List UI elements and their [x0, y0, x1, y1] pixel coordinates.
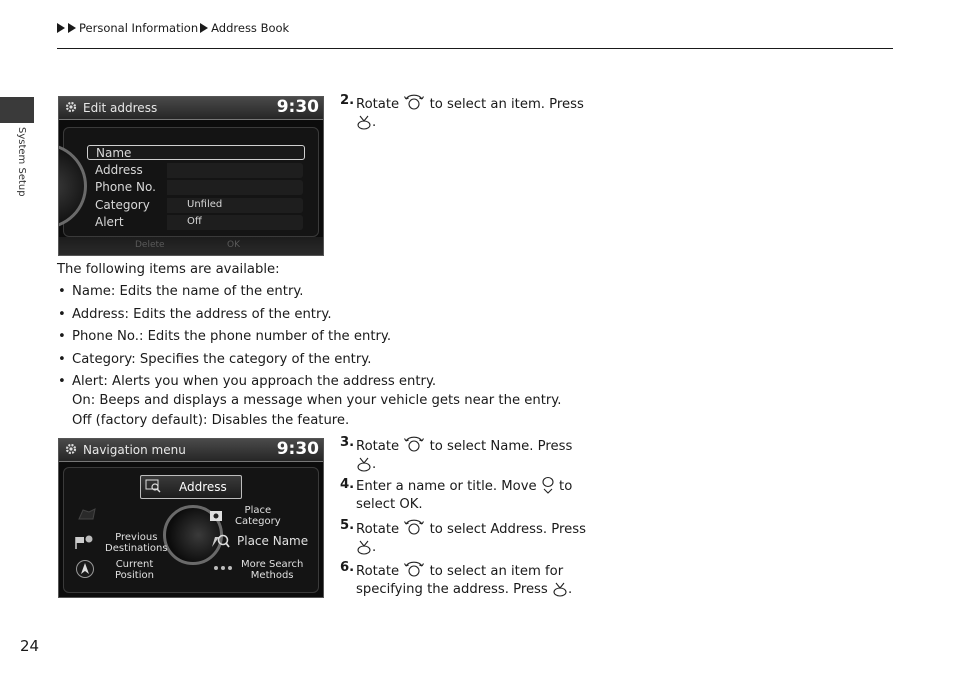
current-position-item[interactable] — [115, 559, 154, 581]
menu-item-address[interactable] — [87, 163, 303, 178]
step-text-part: . Press — [529, 439, 573, 454]
list-item-desc: (factory default): Disables the feature. — [91, 413, 350, 428]
nav-item-label: More Search Methods — [241, 559, 304, 581]
press-dial-icon — [356, 456, 372, 472]
move-dial-icon — [541, 476, 555, 494]
step-text-part: to select — [425, 439, 491, 454]
list-item — [57, 305, 561, 324]
list-item-term: Phone No. — [72, 329, 139, 344]
step-text-part: to select — [425, 522, 491, 537]
menu-item-phone[interactable] — [87, 180, 303, 195]
list-item-desc: : Edits the name of the entry. — [110, 284, 304, 299]
rotate-dial-icon — [403, 92, 425, 112]
place-category-item[interactable] — [235, 505, 281, 527]
rotate-dial-icon — [403, 517, 425, 537]
list-item-desc: : Beeps and displays a message when your vehicle gets near the entry. — [90, 393, 562, 408]
press-dial-icon — [356, 114, 372, 130]
screen-footer — [59, 237, 323, 255]
place-category-icon — [209, 509, 223, 523]
step-text-part: . — [568, 582, 573, 597]
list-item-desc: : Edits the phone number of the entry. — [138, 329, 392, 344]
menu-item-value: Unfiled — [187, 199, 223, 210]
menu-item-label: Phone No. — [95, 180, 156, 194]
alert-option-on — [72, 391, 561, 411]
list-item — [57, 282, 561, 301]
delete-button[interactable]: Delete — [135, 240, 165, 250]
place-name-search-icon — [211, 533, 231, 549]
step-text-part: . — [372, 540, 377, 555]
list-item-desc: : Alerts you when you approach the address entry. — [103, 374, 437, 389]
step-text-term: Address — [490, 522, 543, 537]
more-search-methods-item[interactable] — [241, 559, 303, 581]
alert-option-off — [72, 411, 561, 431]
place-name-item[interactable] — [237, 536, 308, 547]
ok-button[interactable]: OK — [227, 240, 240, 250]
breadcrumb-arrow-icon — [200, 23, 208, 33]
menu-item-value: Off — [187, 216, 202, 227]
step-text-part: . Press — [542, 522, 586, 537]
clock: 9:30 — [276, 439, 319, 459]
step-text — [356, 434, 586, 474]
list-item — [57, 350, 561, 369]
step-text-part: Rotate — [356, 97, 404, 112]
step-text — [356, 559, 586, 599]
address-button-label: Address — [179, 480, 227, 494]
step-text — [356, 92, 586, 132]
gear-icon — [65, 101, 77, 113]
screen-title: Edit address — [83, 101, 158, 115]
menu-item-label: Name — [96, 146, 132, 160]
breadcrumb-item-personal-information[interactable]: Personal Information — [79, 21, 199, 35]
step-text-part: Rotate — [356, 522, 404, 537]
step-text-term: Name — [490, 439, 530, 454]
previous-destinations-item[interactable] — [105, 532, 168, 554]
press-dial-icon — [552, 581, 568, 597]
menu-item-alert[interactable] — [87, 215, 303, 230]
address-button[interactable] — [140, 475, 242, 499]
list-item-term: Address — [72, 306, 125, 322]
step-text-part: to select — [356, 479, 573, 512]
current-position-icon — [75, 559, 95, 579]
list-item — [57, 327, 561, 346]
step-number: 3. — [340, 435, 355, 450]
step-text-part: Rotate — [356, 564, 404, 579]
section-tab-marker — [0, 97, 34, 123]
edit-address-screenshot — [58, 96, 324, 256]
list-item-term: On — [72, 393, 91, 408]
step-text-part: Enter a name or title. Move — [356, 479, 541, 494]
step-text-part: . — [418, 497, 423, 512]
list-item — [57, 372, 561, 431]
address-search-icon — [145, 479, 161, 493]
breadcrumb-arrow-icon — [68, 23, 76, 33]
breadcrumb-arrow-icon — [57, 23, 65, 33]
items-list — [57, 282, 561, 435]
menu-item-label: Alert — [95, 215, 124, 229]
screen-title: Navigation menu — [83, 443, 186, 457]
list-item-desc: : Specifies the category of the entry. — [131, 351, 372, 367]
rotate-dial-icon — [403, 559, 425, 579]
breadcrumb-item-address-book[interactable]: Address Book — [211, 21, 290, 35]
menu-item-name[interactable] — [87, 145, 305, 160]
list-item-term: Off — [72, 413, 92, 428]
menu-item-label: Category — [95, 198, 150, 212]
breadcrumb — [57, 21, 289, 35]
intro-text: The following items are available: — [57, 262, 280, 277]
step-text — [356, 476, 586, 514]
nav-item-label: Place Category — [235, 505, 281, 527]
gear-icon — [65, 443, 77, 455]
step-text-part: . — [372, 115, 377, 130]
list-item-desc: : Edits the address of the entry. — [124, 306, 332, 322]
list-item-term: Name — [72, 284, 111, 299]
step-text-term: OK — [399, 497, 419, 512]
step-text-part: . — [372, 457, 377, 472]
nav-item-label: Current Position — [115, 559, 154, 581]
page-number: 24 — [20, 637, 40, 655]
step-number: 2. — [340, 93, 355, 108]
step-text-part: Rotate — [356, 439, 404, 454]
map-icon — [77, 507, 97, 521]
step-number: 4. — [340, 477, 355, 492]
more-dots-icon — [213, 565, 233, 571]
nav-item-label: Place Name — [237, 534, 309, 548]
clock: 9:30 — [276, 97, 319, 117]
screen-title-bar — [59, 439, 323, 462]
step-number: 5. — [340, 518, 355, 533]
step-text-part: to select an item for specifying the address. Press — [356, 564, 564, 597]
menu-item-label: Address — [95, 163, 143, 177]
step-text-part: to select an item. Press — [425, 97, 584, 112]
screen-title-bar — [59, 97, 323, 120]
section-tab-label: System Setup — [16, 127, 27, 197]
step-text — [356, 517, 586, 557]
rotate-dial-icon — [403, 434, 425, 454]
menu-item-category[interactable] — [87, 198, 303, 213]
navigation-menu-screenshot — [58, 438, 324, 598]
header-divider — [57, 48, 893, 49]
step-number: 6. — [340, 560, 355, 575]
list-item-term: Category — [72, 351, 132, 367]
previous-destinations-icon — [73, 534, 95, 550]
press-dial-icon — [356, 539, 372, 555]
list-item-term: Alert — [72, 374, 104, 389]
nav-item-label: Previous Destinations — [105, 532, 168, 554]
